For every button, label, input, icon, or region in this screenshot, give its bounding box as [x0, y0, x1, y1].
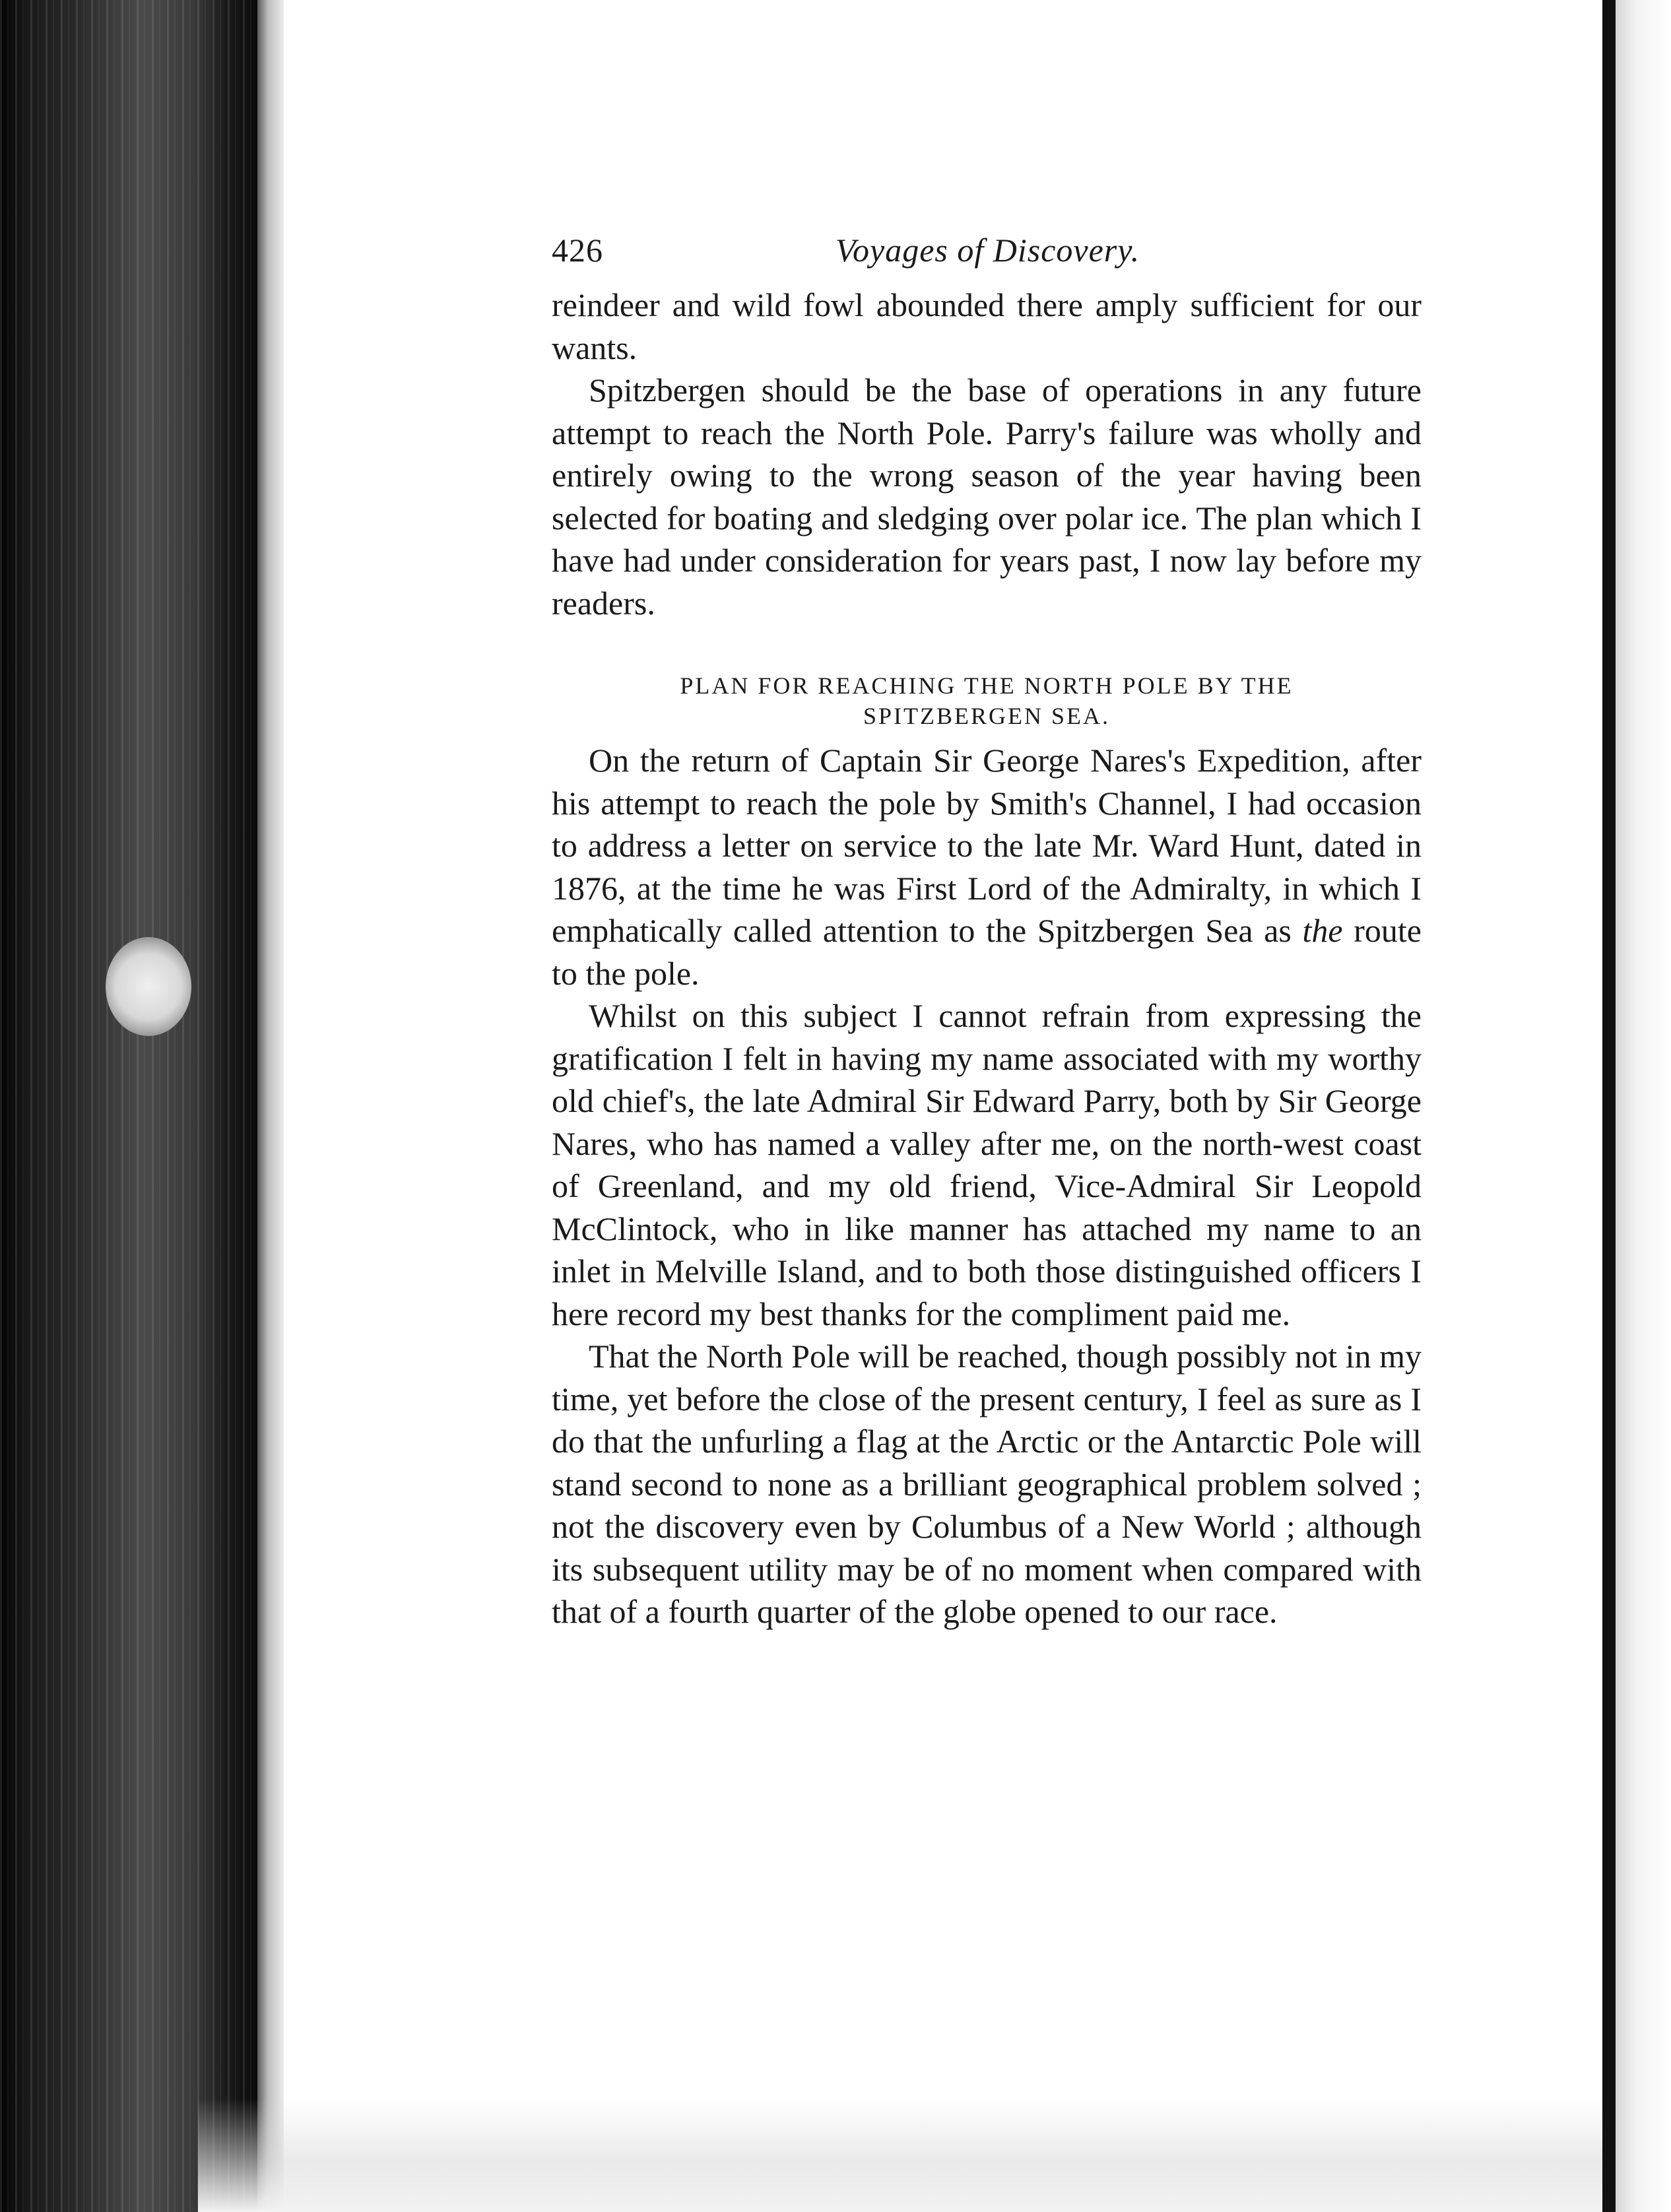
spine-paper-blot — [106, 937, 191, 1036]
page-gutter-shadow — [257, 0, 284, 2212]
book-spine-edge — [0, 0, 257, 2212]
section-heading — [552, 670, 1422, 731]
paragraph-gratification: Whilst on this subject I cannot refrain from expressing the gratification I felt in having my name associated with my worthy old chief's, the late Admiral Sir Edward Parry, both by Sir George Nares, who has named a valley after me, on the north-west coast of Greenland, and my old friend, Vice-Admiral Sir Leopold McClintock, who in like manner has attached my name to an inlet in Melville Island, and to both those distinguished officers I here record my best thanks for the compliment paid me. — [552, 997, 1422, 1332]
paragraph-nares-text-b: route to the pole. — [552, 912, 1422, 992]
paragraph-nares-expedition — [552, 739, 1422, 994]
running-title: Voyages of Discovery. — [836, 232, 1140, 269]
paragraph-continuation: reindeer and wild fowl abounded there amply sufficient for our wants. — [552, 286, 1422, 366]
page-number: 426 — [552, 232, 603, 269]
body-text — [552, 284, 1422, 1633]
running-header — [552, 224, 1422, 284]
page-content — [552, 224, 1422, 1633]
paragraph-north-pole-reached: That the North Pole will be reached, though possibly not in my time, yet before the close of the present century, I feel as sure as I do that the unfurling a flag at the Arctic or the Antarctic Pole will stand second to none as a brilliant geographical problem solved ; not the discovery even by Columbus of a New World ; although its subsequent utility may be of no moment when compared with that of a fourth quarter of the globe opened to our race. — [552, 1338, 1422, 1630]
section-heading-line-2: SPITZBERGEN SEA. — [863, 703, 1111, 729]
right-page-edge — [1602, 0, 1616, 2212]
facing-page-sliver — [1616, 0, 1671, 2212]
paragraph-nares-text-a: On the return of Captain Sir George Nares's Expedition, after his attempt to reach the pole by Smith's Channel, I had occasion to address a letter on service to the late Mr. Ward Hunt, dated in 1876, at the time he was First Lord of the Admiralty, in which I emphatically called attention to the Spitzbergen Sea as — [552, 742, 1422, 949]
page-bottom-shadow — [198, 2098, 1610, 2212]
section-heading-line-1: PLAN FOR REACHING THE NORTH POLE BY THE — [680, 672, 1294, 699]
paragraph-nares-italic: the — [1302, 912, 1343, 949]
paragraph-spitzbergen-base: Spitzbergen should be the base of operations in any future attempt to reach the North Pole. Parry's failure was wholly and entirely owing to the wrong season of the year having been selected for boating and sledging over polar ice. The plan which I have had under consideration for years past, I now lay before my readers. — [552, 372, 1422, 622]
